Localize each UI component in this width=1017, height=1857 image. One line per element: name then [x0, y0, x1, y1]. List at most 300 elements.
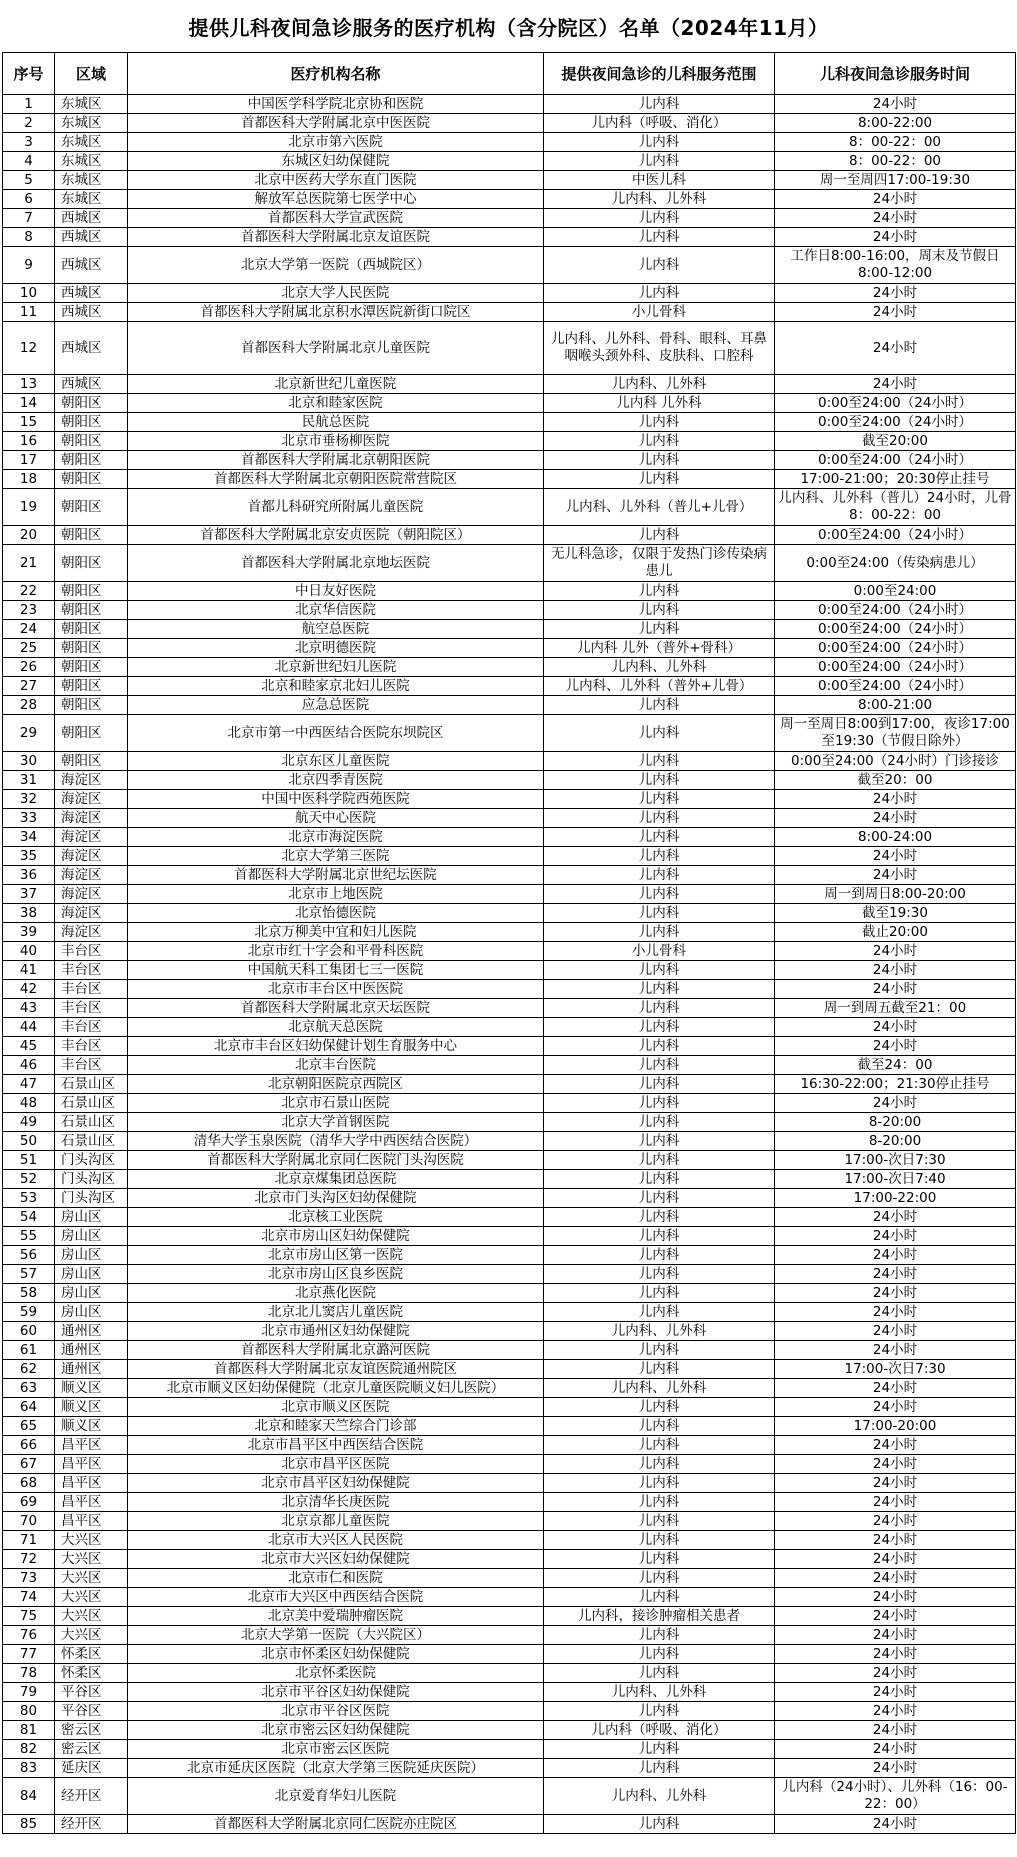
service-time-cell: 24小时: [775, 1607, 1016, 1626]
institution-cell: 首都医科大学附属北京潞河医院: [128, 1341, 544, 1360]
institution-cell: 北京市大兴区妇幼保健院: [128, 1550, 544, 1569]
institution-cell: 北京万柳美中宜和妇儿医院: [128, 923, 544, 942]
district-cell: 西城区: [55, 375, 128, 394]
row-number-cell: 36: [3, 866, 55, 885]
row-number-cell: 32: [3, 790, 55, 809]
service-time-cell: 24小时: [775, 1094, 1016, 1113]
row-number-cell: 39: [3, 923, 55, 942]
institution-cell: 首都医科大学附属北京天坛医院: [128, 999, 544, 1018]
service-time-cell: 周一至周四17:00-19:30: [775, 171, 1016, 190]
table-row: [3, 1284, 1016, 1303]
service-time-cell: 24小时: [775, 1740, 1016, 1759]
institution-cell: 北京爱育华妇儿医院: [128, 1778, 544, 1815]
service-time-cell: 8-20:00: [775, 1132, 1016, 1151]
table-row: [3, 771, 1016, 790]
institution-cell: 北京市石景山医院: [128, 1094, 544, 1113]
service-time-cell: 24小时: [775, 322, 1016, 375]
service-scope-cell: 儿内科: [544, 1265, 775, 1284]
institution-cell: 北京市密云区妇幼保健院: [128, 1721, 544, 1740]
row-number-cell: 72: [3, 1550, 55, 1569]
service-time-cell: 24小时: [775, 1569, 1016, 1588]
table-row: [3, 1683, 1016, 1702]
table-row: [3, 1398, 1016, 1417]
service-scope-cell: 儿内科、儿外科: [544, 375, 775, 394]
service-scope-cell: 儿内科: [544, 95, 775, 114]
service-time-cell: 24小时: [775, 1815, 1016, 1834]
service-scope-cell: 儿内科，接诊肿瘤相关患者: [544, 1607, 775, 1626]
service-time-cell: 8-20:00: [775, 1113, 1016, 1132]
service-scope-cell: 儿内科: [544, 1341, 775, 1360]
district-cell: 朝阳区: [55, 451, 128, 470]
table-row: [3, 1379, 1016, 1398]
institution-cell: 北京市昌平区医院: [128, 1455, 544, 1474]
district-cell: 朝阳区: [55, 715, 128, 752]
service-scope-cell: 儿内科: [544, 1018, 775, 1037]
service-time-cell: 24小时: [775, 866, 1016, 885]
service-scope-cell: 儿内科（呼吸、消化）: [544, 1721, 775, 1740]
district-cell: 怀柔区: [55, 1645, 128, 1664]
service-scope-cell: 儿内科: [544, 980, 775, 999]
service-scope-cell: 儿内科: [544, 413, 775, 432]
service-time-cell: 24小时: [775, 790, 1016, 809]
institution-cell: 应急总医院: [128, 696, 544, 715]
table-row: [3, 1341, 1016, 1360]
row-number-cell: 34: [3, 828, 55, 847]
service-scope-cell: 儿内科: [544, 1132, 775, 1151]
institution-cell: 北京和睦家京北妇儿医院: [128, 677, 544, 696]
institution-cell: 首都医科大学附属北京朝阳医院常营院区: [128, 470, 544, 489]
institution-cell: 北京丰台医院: [128, 1056, 544, 1075]
service-time-cell: 17:00-次日7:30: [775, 1151, 1016, 1170]
row-number-cell: 42: [3, 980, 55, 999]
service-scope-cell: 儿内科: [544, 1474, 775, 1493]
service-scope-cell: 儿内科: [544, 1645, 775, 1664]
district-cell: 房山区: [55, 1303, 128, 1322]
institution-cell: 北京核工业医院: [128, 1208, 544, 1227]
service-time-cell: 24小时: [775, 1550, 1016, 1569]
institution-cell: 北京市大兴区人民医院: [128, 1531, 544, 1550]
row-number-cell: 16: [3, 432, 55, 451]
district-cell: 朝阳区: [55, 526, 128, 545]
service-scope-cell: 儿内科: [544, 1569, 775, 1588]
service-time-cell: 24小时: [775, 1246, 1016, 1265]
table-row: [3, 413, 1016, 432]
institution-cell: 解放军总医院第七医学中心: [128, 190, 544, 209]
institution-cell: 北京大学第一医院（西城院区）: [128, 247, 544, 284]
header-service-scope: 提供夜间急诊的儿科服务范围: [544, 53, 775, 95]
service-time-cell: 周一至周日8:00到17:00，夜诊17:00至19:30（节假日除外）: [775, 715, 1016, 752]
institution-cell: 北京市大兴区中西医结合医院: [128, 1588, 544, 1607]
service-time-cell: 24小时: [775, 1284, 1016, 1303]
institution-cell: 北京市顺义区医院: [128, 1398, 544, 1417]
district-cell: 丰台区: [55, 942, 128, 961]
service-scope-cell: 儿内科: [544, 1531, 775, 1550]
table-row: [3, 1702, 1016, 1721]
table-row: [3, 866, 1016, 885]
institution-cell: 北京和睦家天竺综合门诊部: [128, 1417, 544, 1436]
row-number-cell: 15: [3, 413, 55, 432]
institution-cell: 北京市红十字会和平骨科医院: [128, 942, 544, 961]
institution-cell: 首都医科大学附属北京友谊医院通州院区: [128, 1360, 544, 1379]
institution-cell: 北京市房山区良乡医院: [128, 1265, 544, 1284]
row-number-cell: 70: [3, 1512, 55, 1531]
table-row: [3, 190, 1016, 209]
row-number-cell: 82: [3, 1740, 55, 1759]
institution-cell: 北京中医药大学东直门医院: [128, 171, 544, 190]
district-cell: 海淀区: [55, 847, 128, 866]
table-row: [3, 1151, 1016, 1170]
service-scope-cell: 儿内科: [544, 526, 775, 545]
institution-cell: 北京华信医院: [128, 601, 544, 620]
service-scope-cell: 儿内科: [544, 1815, 775, 1834]
institution-cell: 北京市昌平区中西医结合医院: [128, 1436, 544, 1455]
institution-cell: 北京大学人民医院: [128, 284, 544, 303]
district-cell: 怀柔区: [55, 1664, 128, 1683]
service-time-cell: 24小时: [775, 190, 1016, 209]
table-row: [3, 228, 1016, 247]
row-number-cell: 18: [3, 470, 55, 489]
table-row: [3, 1569, 1016, 1588]
row-number-cell: 4: [3, 152, 55, 171]
header-number: 序号: [3, 53, 55, 95]
service-time-cell: 24小时: [775, 1664, 1016, 1683]
district-cell: 密云区: [55, 1740, 128, 1759]
service-time-cell: 24小时: [775, 1702, 1016, 1721]
institution-cell: 中国中医科学院西苑医院: [128, 790, 544, 809]
service-time-cell: 24小时: [775, 847, 1016, 866]
district-cell: 朝阳区: [55, 601, 128, 620]
row-number-cell: 17: [3, 451, 55, 470]
district-cell: 石景山区: [55, 1132, 128, 1151]
row-number-cell: 69: [3, 1493, 55, 1512]
institution-cell: 中国航天科工集团七三一医院: [128, 961, 544, 980]
table-row: [3, 582, 1016, 601]
table-row: [3, 1170, 1016, 1189]
service-scope-cell: 儿内科、儿外科: [544, 1322, 775, 1341]
district-cell: 门头沟区: [55, 1170, 128, 1189]
district-cell: 东城区: [55, 95, 128, 114]
table-row: [3, 1075, 1016, 1094]
service-scope-cell: 儿内科: [544, 1740, 775, 1759]
service-scope-cell: 儿内科: [544, 1284, 775, 1303]
row-number-cell: 79: [3, 1683, 55, 1702]
district-cell: 大兴区: [55, 1550, 128, 1569]
service-scope-cell: 儿内科: [544, 1455, 775, 1474]
row-number-cell: 2: [3, 114, 55, 133]
service-scope-cell: 儿内科: [544, 432, 775, 451]
table-row: [3, 394, 1016, 413]
district-cell: 延庆区: [55, 1759, 128, 1778]
institution-cell: 航空总医院: [128, 620, 544, 639]
service-scope-cell: 儿内科: [544, 470, 775, 489]
service-time-cell: 截至20:00: [775, 432, 1016, 451]
table-row: [3, 1018, 1016, 1037]
service-time-cell: 17:00-22:00: [775, 1189, 1016, 1208]
table-row: [3, 1132, 1016, 1151]
district-cell: 大兴区: [55, 1569, 128, 1588]
district-cell: 海淀区: [55, 866, 128, 885]
institution-cell: 北京市房山区妇幼保健院: [128, 1227, 544, 1246]
district-cell: 门头沟区: [55, 1151, 128, 1170]
row-number-cell: 48: [3, 1094, 55, 1113]
service-time-cell: 0:00至24:00（24小时）: [775, 601, 1016, 620]
institution-cell: 航天中心医院: [128, 809, 544, 828]
institution-cell: 北京北儿窦店儿童医院: [128, 1303, 544, 1322]
service-scope-cell: 儿内科: [544, 284, 775, 303]
district-cell: 西城区: [55, 209, 128, 228]
institution-cell: 北京大学第三医院: [128, 847, 544, 866]
row-number-cell: 64: [3, 1398, 55, 1417]
service-scope-cell: 儿内科: [544, 866, 775, 885]
institution-cell: 北京市第六医院: [128, 133, 544, 152]
district-cell: 房山区: [55, 1284, 128, 1303]
service-scope-cell: 小儿骨科: [544, 942, 775, 961]
service-time-cell: 0:00至24:00（24小时）: [775, 451, 1016, 470]
service-scope-cell: 儿内科: [544, 620, 775, 639]
table-row: [3, 1246, 1016, 1265]
service-time-cell: 截至20：00: [775, 771, 1016, 790]
table-row: [3, 1417, 1016, 1436]
row-number-cell: 65: [3, 1417, 55, 1436]
service-time-cell: 儿内科（24小时）、儿外科（16：00-22：00）: [775, 1778, 1016, 1815]
service-time-cell: 24小时: [775, 1018, 1016, 1037]
service-scope-cell: 儿内科: [544, 601, 775, 620]
service-time-cell: 0:00至24:00（24小时）: [775, 639, 1016, 658]
district-cell: 海淀区: [55, 885, 128, 904]
district-cell: 朝阳区: [55, 394, 128, 413]
district-cell: 东城区: [55, 133, 128, 152]
row-number-cell: 23: [3, 601, 55, 620]
row-number-cell: 19: [3, 489, 55, 526]
row-number-cell: 66: [3, 1436, 55, 1455]
service-scope-cell: 儿内科: [544, 904, 775, 923]
institution-cell: 首都医科大学附属北京中医医院: [128, 114, 544, 133]
institution-cell: 北京朝阳医院京西院区: [128, 1075, 544, 1094]
table-row: [3, 451, 1016, 470]
table-row: [3, 152, 1016, 171]
district-cell: 海淀区: [55, 904, 128, 923]
row-number-cell: 29: [3, 715, 55, 752]
service-time-cell: 17:00-21:00；20:30停止挂号: [775, 470, 1016, 489]
table-row: [3, 1208, 1016, 1227]
service-scope-cell: 儿内科: [544, 1151, 775, 1170]
row-number-cell: 74: [3, 1588, 55, 1607]
district-cell: 东城区: [55, 152, 128, 171]
service-time-cell: 工作日8:00-16:00，周末及节假日8:00-12:00: [775, 247, 1016, 284]
service-time-cell: 17:00-次日7:40: [775, 1170, 1016, 1189]
table-row: [3, 999, 1016, 1018]
district-cell: 大兴区: [55, 1626, 128, 1645]
institution-cell: 北京市怀柔区妇幼保健院: [128, 1645, 544, 1664]
service-time-cell: 24小时: [775, 1455, 1016, 1474]
service-scope-cell: 儿内科: [544, 1094, 775, 1113]
row-number-cell: 25: [3, 639, 55, 658]
row-number-cell: 24: [3, 620, 55, 639]
service-scope-cell: 无儿科急诊，仅限于发热门诊传染病患儿: [544, 545, 775, 582]
row-number-cell: 77: [3, 1645, 55, 1664]
district-cell: 丰台区: [55, 1037, 128, 1056]
table-row: [3, 1815, 1016, 1834]
institution-cell: 北京四季青医院: [128, 771, 544, 790]
row-number-cell: 14: [3, 394, 55, 413]
table-header-row: [3, 53, 1016, 95]
institution-cell: 北京市垂杨柳医院: [128, 432, 544, 451]
institution-cell: 北京航天总医院: [128, 1018, 544, 1037]
service-scope-cell: 儿内科: [544, 1056, 775, 1075]
service-time-cell: 24小时: [775, 1721, 1016, 1740]
table-row: [3, 1474, 1016, 1493]
service-time-cell: 8：00-22：00: [775, 152, 1016, 171]
district-cell: 朝阳区: [55, 658, 128, 677]
district-cell: 朝阳区: [55, 677, 128, 696]
service-time-cell: 0:00至24:00（24小时）: [775, 620, 1016, 639]
institution-cell: 北京和睦家医院: [128, 394, 544, 413]
row-number-cell: 8: [3, 228, 55, 247]
service-time-cell: 0:00至24:00（24小时）门诊接诊: [775, 752, 1016, 771]
service-time-cell: 周一到周五截至21：00: [775, 999, 1016, 1018]
institution-cell: 首都医科大学宣武医院: [128, 209, 544, 228]
district-cell: 海淀区: [55, 828, 128, 847]
service-time-cell: 截至24：00: [775, 1056, 1016, 1075]
row-number-cell: 49: [3, 1113, 55, 1132]
institution-cell: 北京市房山区第一医院: [128, 1246, 544, 1265]
row-number-cell: 5: [3, 171, 55, 190]
district-cell: 石景山区: [55, 1075, 128, 1094]
row-number-cell: 27: [3, 677, 55, 696]
institution-cell: 北京燕化医院: [128, 1284, 544, 1303]
district-cell: 东城区: [55, 114, 128, 133]
institution-cell: 北京京都儿童医院: [128, 1512, 544, 1531]
service-scope-cell: 儿内科: [544, 1702, 775, 1721]
service-time-cell: 24小时: [775, 1208, 1016, 1227]
district-cell: 房山区: [55, 1265, 128, 1284]
table-row: [3, 1037, 1016, 1056]
district-cell: 朝阳区: [55, 545, 128, 582]
service-time-cell: 24小时: [775, 209, 1016, 228]
institution-cell: 首都儿科研究所附属儿童医院: [128, 489, 544, 526]
table-row: [3, 489, 1016, 526]
row-number-cell: 78: [3, 1664, 55, 1683]
row-number-cell: 55: [3, 1227, 55, 1246]
service-scope-cell: 儿内科（呼吸、消化）: [544, 114, 775, 133]
row-number-cell: 40: [3, 942, 55, 961]
institution-cell: 北京市延庆区医院（北京大学第三医院延庆医院）: [128, 1759, 544, 1778]
row-number-cell: 28: [3, 696, 55, 715]
table-row: [3, 658, 1016, 677]
service-scope-cell: 儿内科、儿外科: [544, 658, 775, 677]
service-time-cell: 截至19:30: [775, 904, 1016, 923]
service-scope-cell: 儿内科: [544, 1246, 775, 1265]
table-row: [3, 95, 1016, 114]
institution-cell: 首都医科大学附属北京同仁医院门头沟医院: [128, 1151, 544, 1170]
service-scope-cell: 小儿骨科: [544, 303, 775, 322]
table-row: [3, 526, 1016, 545]
district-cell: 昌平区: [55, 1455, 128, 1474]
service-time-cell: 0:00至24:00（传染病患儿）: [775, 545, 1016, 582]
service-scope-cell: 儿内科、儿外科（普外+儿骨）: [544, 677, 775, 696]
district-cell: 朝阳区: [55, 432, 128, 451]
service-scope-cell: 儿内科: [544, 228, 775, 247]
institution-cell: 中国医学科学院北京协和医院: [128, 95, 544, 114]
service-scope-cell: 儿内科: [544, 790, 775, 809]
service-time-cell: 8:00-21:00: [775, 696, 1016, 715]
institution-cell: 首都医科大学附属北京世纪坛医院: [128, 866, 544, 885]
table-row: [3, 1626, 1016, 1645]
table-row: [3, 961, 1016, 980]
institution-cell: 首都医科大学附属北京朝阳医院: [128, 451, 544, 470]
page-title: 提供儿科夜间急诊服务的医疗机构（含分院区）名单（2024年11月）: [188, 16, 829, 40]
service-scope-cell: 儿内科、儿外科、骨科、眼科、耳鼻咽喉头颈外科、皮肤科、口腔科: [544, 322, 775, 375]
district-cell: 海淀区: [55, 790, 128, 809]
service-time-cell: 0:00至24:00（24小时）: [775, 413, 1016, 432]
table-row: [3, 620, 1016, 639]
table-row: [3, 545, 1016, 582]
service-scope-cell: 儿内科: [544, 133, 775, 152]
table-row: [3, 209, 1016, 228]
row-number-cell: 61: [3, 1341, 55, 1360]
service-scope-cell: 儿内科: [544, 885, 775, 904]
table-row: [3, 677, 1016, 696]
table-row: [3, 133, 1016, 152]
district-cell: 石景山区: [55, 1113, 128, 1132]
district-cell: 朝阳区: [55, 639, 128, 658]
row-number-cell: 76: [3, 1626, 55, 1645]
institution-cell: 北京大学首钢医院: [128, 1113, 544, 1132]
service-time-cell: 0:00至24:00（24小时）: [775, 677, 1016, 696]
district-cell: 昌平区: [55, 1436, 128, 1455]
table-row: [3, 1550, 1016, 1569]
service-scope-cell: 儿内科: [544, 923, 775, 942]
table-row: [3, 639, 1016, 658]
service-time-cell: 24小时: [775, 809, 1016, 828]
row-number-cell: 7: [3, 209, 55, 228]
table-row: [3, 1303, 1016, 1322]
service-time-cell: 0:00至24:00（24小时）: [775, 526, 1016, 545]
row-number-cell: 9: [3, 247, 55, 284]
service-scope-cell: 儿内科: [544, 1759, 775, 1778]
service-time-cell: 24小时: [775, 1512, 1016, 1531]
row-number-cell: 12: [3, 322, 55, 375]
service-time-cell: 24小时: [775, 1037, 1016, 1056]
district-cell: 经开区: [55, 1778, 128, 1815]
row-number-cell: 3: [3, 133, 55, 152]
row-number-cell: 10: [3, 284, 55, 303]
service-time-cell: 0:00至24:00: [775, 582, 1016, 601]
row-number-cell: 33: [3, 809, 55, 828]
service-scope-cell: 儿内科: [544, 1075, 775, 1094]
service-scope-cell: 儿内科、儿外科: [544, 190, 775, 209]
table-row: [3, 942, 1016, 961]
service-time-cell: 24小时: [775, 228, 1016, 247]
service-scope-cell: 儿内科 儿外科: [544, 394, 775, 413]
institution-cell: 北京市门头沟区妇幼保健院: [128, 1189, 544, 1208]
district-cell: 通州区: [55, 1341, 128, 1360]
district-cell: 顺义区: [55, 1398, 128, 1417]
district-cell: 昌平区: [55, 1474, 128, 1493]
table-row: [3, 303, 1016, 322]
district-cell: 朝阳区: [55, 696, 128, 715]
service-scope-cell: 儿内科: [544, 1512, 775, 1531]
row-number-cell: 56: [3, 1246, 55, 1265]
service-time-cell: 24小时: [775, 1379, 1016, 1398]
service-time-cell: 24小时: [775, 1683, 1016, 1702]
service-scope-cell: 儿内科: [544, 1493, 775, 1512]
table-row: [3, 1265, 1016, 1284]
service-time-cell: 17:00-次日7:30: [775, 1360, 1016, 1379]
table-row: [3, 904, 1016, 923]
institution-cell: 北京市平谷区医院: [128, 1702, 544, 1721]
table-row: [3, 322, 1016, 375]
